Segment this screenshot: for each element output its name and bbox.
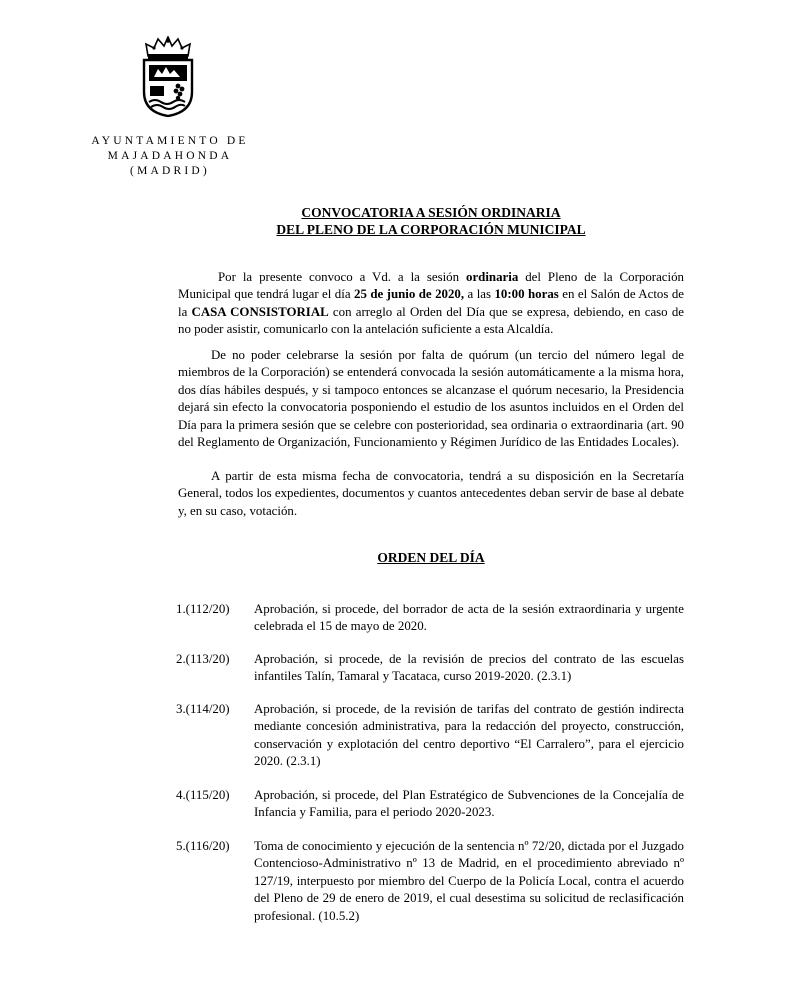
agenda-title: ORDEN DEL DÍA (377, 550, 485, 565)
coat-of-arms-logo (140, 36, 196, 118)
agenda-item (176, 838, 684, 925)
intro-text-2: del Pleno de la Corporación Municipal que tendrá lugar el día (178, 270, 684, 302)
org-line-1: AYUNTAMIENTO DE (91, 135, 249, 147)
quorum-paragraph: De no poder celebrarse la sesión por falta de quórum (un tercio del número legal de miembros de la Corporación) se entenderá convocada la sesión automáticamente a la misma hora, dos días hábiles después, y si tampoco entonces se alcanzase el quórum necesario, la Presidencia dejará sin efecto la convocatoria posponiendo el estudio de los asuntos incluidos en el Orden del Día para la primera sesión que se celebre con posterioridad, sea ordinaria o extraordinaria (art. 90 del Reglamento de Organización, Funcionamiento y Régimen Jurídico de las Entidades Locales). (178, 348, 684, 450)
documents-paragraph: A partir de esta misma fecha de convocatoria, tendrá a su disposición en la Secretaría General, todos los expedientes, documentos y cuantos antecedentes deban servir de base al debate y, en su caso, votación. (178, 469, 684, 518)
agenda-item-text: Aprobación, si procede, de la revisión de precios del contrato de las escuelas infantiles Talín, Tamaral y Tacataca, curso 2019-2020. (2.3.1) (254, 652, 684, 684)
document-title-line-1: CONVOCATORIA A SESIÓN ORDINARIA (301, 205, 561, 220)
agenda-item-number: 5.(116/20) (176, 839, 230, 853)
session-time: 10:00 horas (494, 287, 559, 302)
intro-text-1: Por la presente convoco a Vd. a la sesión (218, 270, 466, 284)
intro-paragraph (178, 269, 684, 339)
org-line-3: (MADRID) (130, 165, 210, 177)
agenda-item-number: 3.(114/20) (176, 702, 230, 716)
intro-text-5: con arreglo al Orden del Día que se expresa, debiendo, en caso de no poder asistir, comunicarlo con la antelación suficiente a esta Alcaldía. (178, 304, 684, 337)
agenda-item (176, 651, 684, 686)
session-type: ordinaria (466, 270, 519, 284)
agenda-item-text: Toma de conocimiento y ejecución de la sentencia nº 72/20, dictada por el Juzgado Contencioso-Administrativo nº 13 de Madrid, en el procedimiento abreviado nº 127/19, interpuesto por miembro del Cuerpo de la Policía Local, contra el acuerdo del Pleno de 29 de enero de 2019, el cual desestima su solicitud de reclasificación profesional. (10.5.2) (254, 839, 684, 923)
agenda-item (176, 601, 684, 636)
intro-text-3: a las (464, 287, 495, 302)
document-title-line-2: DEL PLENO DE LA CORPORACIÓN MUNICIPAL (276, 222, 586, 237)
agenda-item-text: Aprobación, si procede, del borrador de acta de la sesión extraordinaria y urgente celebrada el 15 de mayo de 2020. (254, 602, 684, 634)
agenda-item (176, 787, 684, 822)
agenda-item (176, 701, 684, 771)
org-line-2: MAJADAHONDA (107, 150, 233, 162)
intro-text-4: en el Salón de Actos de la (178, 287, 684, 319)
session-venue: CASA CONSISTORIAL (191, 304, 329, 319)
agenda-item-number: 1.(112/20) (176, 602, 230, 616)
session-date: 25 de junio de 2020, (354, 287, 465, 302)
municipality-header (60, 134, 280, 179)
agenda-item-text: Aprobación, si procede, del Plan Estratégico de Subvenciones de la Concejalía de Infancia y Familia, para el periodo 2020-2023. (254, 788, 684, 820)
agenda-item-text: Aprobación, si procede, de la revisión de tarifas del contrato de gestión indirecta mediante concesión administrativa, para la redacción del proyecto, construcción, conservación y explotación del centro deportivo “El Carralero”, para el ejercicio 2020. (2.3.1) (254, 702, 684, 769)
agenda-item-number: 4.(115/20) (176, 788, 230, 802)
agenda-item-number: 2.(113/20) (176, 652, 230, 666)
